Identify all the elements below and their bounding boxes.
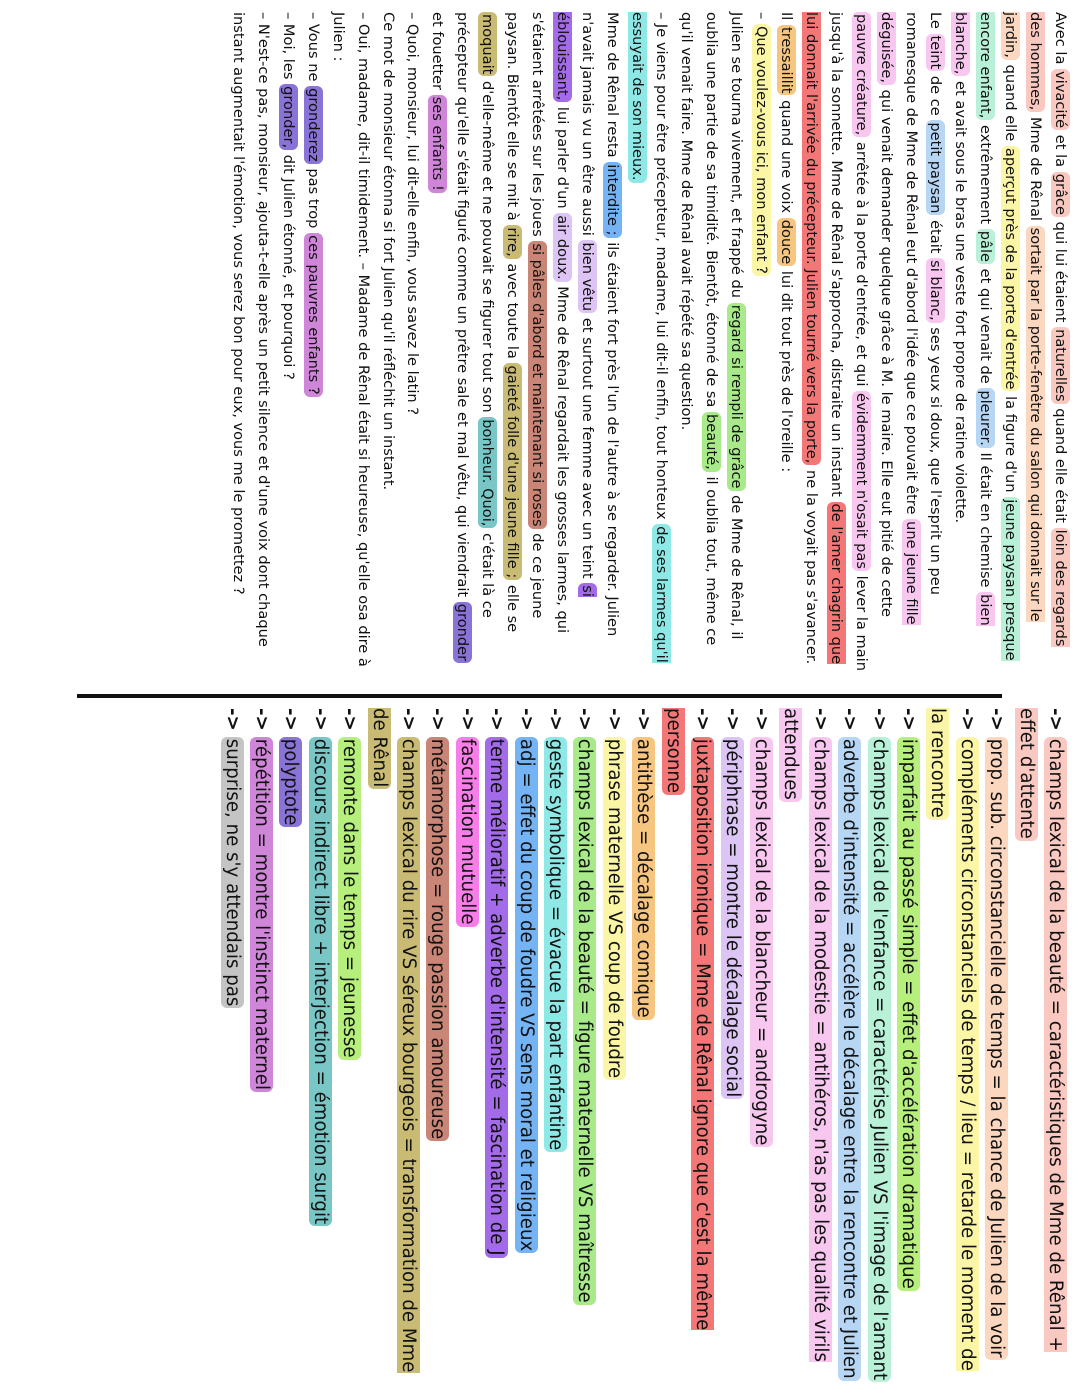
passage-text: qui venait demander quelque grâce à M. le maire. Elle eut pitié de cette (877, 85, 895, 617)
note-text: fascination mutuelle (456, 738, 478, 925)
note-text: champs lexical de la blancheur = androgyne (750, 738, 772, 1146)
passage-text: avec toute la (504, 258, 522, 364)
passage-paragraph (325, 12, 375, 672)
arrow-icon: -> (251, 708, 273, 731)
highlighted-phrase: bien vêtu (578, 242, 596, 312)
note-item (305, 708, 334, 1383)
passage-paragraph (424, 12, 623, 672)
note-item (747, 708, 776, 1383)
passage-text: – Vous ne (304, 12, 322, 87)
passage-text: lever la main jusqu'à la sonnette. Mme de Rênal s'approcha, distraite un instant (827, 12, 870, 671)
highlighted-phrase: vivacité (1052, 71, 1069, 129)
highlighted-phrase: pleurer. (977, 390, 995, 446)
highlighted-phrase: douce (778, 219, 796, 265)
passage-text: la figure d'un (1002, 391, 1020, 498)
note-text: prop. sub. circonstancielle de temps = la chance de Julien de la voir (986, 738, 1008, 1358)
passage-text: Mme de Rênal resta (603, 12, 621, 163)
arrow-icon: -> (603, 708, 625, 731)
arrow-icon: -> (486, 708, 508, 731)
highlighted-phrase: évidemment n'osait pas (852, 393, 870, 569)
passage-paragraph (748, 12, 773, 672)
arrow-icon: -> (721, 708, 743, 731)
passage-text: – (753, 12, 771, 24)
passage-text: de Mme de Rênal, il oublia une partie de sa timidité. Bientôt, étonné de sa (703, 12, 746, 640)
passage-text: et qui venait de (977, 264, 995, 389)
highlighted-phrase: gronder, (279, 86, 297, 149)
passage-text: et surtout une femme avec un teint (578, 313, 596, 584)
arrow-icon: -> (986, 708, 1008, 731)
passage-text: dit Julien étonné, et pourquoi ? (279, 150, 297, 380)
passage-paragraph (674, 12, 749, 672)
passage-text: – N'est-ce pas, monsieur, ajouta-t-elle après un petit silence et d'une voix dont chaque instant augmentait l'émotion, vous serez bon pour eux, vous me le promettez ? (230, 12, 272, 647)
passage-text: et la (1052, 130, 1069, 172)
highlighted-phrase: si blanc, (927, 260, 945, 321)
highlighted-phrase: gaieté folle d'une jeune fille ; (504, 365, 522, 579)
highlighted-phrase: ses enfants ! (429, 96, 447, 191)
passage-text: lui parler d'un (553, 102, 571, 214)
highlighted-phrase: grâce (1052, 173, 1069, 215)
highlighted-phrase: naturelles (1052, 329, 1069, 402)
note-item (600, 708, 629, 1383)
passage-paragraph (375, 12, 400, 672)
note-item (864, 708, 893, 1383)
passage-text: ils étaient fort près l'un de l'autre à se regarder. Julien n'avait jamais vu un être aussi (578, 12, 621, 637)
note-text: polyptote (280, 738, 302, 826)
passage-text: et fouetter (429, 12, 447, 95)
highlighted-phrase: une jeune fille déguisée, (877, 12, 920, 625)
passage-paragraph (947, 12, 1072, 672)
note-text: remonte dans le temps = jeunesse (339, 738, 361, 1058)
note-text: antithèse = décalage comique (633, 738, 655, 1018)
arrow-icon: -> (868, 708, 890, 731)
note-text: champs lexical de l'enfance = caractérise Julien VS l'image de l'amant (868, 738, 890, 1381)
note-item (923, 708, 982, 1383)
highlighted-phrase: pâle (977, 230, 995, 263)
passage-text: de ce jeune paysan. Bientôt elle se mit à (504, 12, 546, 619)
highlighted-phrase: si pâles d'abord et maintenant si roses (528, 243, 546, 527)
highlighted-phrase: tressaillit (778, 27, 796, 94)
highlighted-phrase: pauvre créature, (852, 14, 870, 136)
highlighted-phrase: regard si rempli de grâce (728, 304, 746, 489)
note-text: imparfait au passé simple = effet d'accélération dramatique (897, 738, 919, 1289)
note-item (511, 708, 540, 1383)
note-item (1011, 708, 1070, 1383)
highlighted-phrase: petit paysan (927, 122, 945, 214)
note-item (364, 708, 423, 1383)
passage-text: Ce mot de monsieur étonna si fort Julien qu'il réfléchit un instant. (379, 12, 397, 491)
arrow-icon: -> (956, 708, 978, 731)
arrow-icon: -> (1045, 708, 1066, 731)
passage-text: était (927, 215, 945, 259)
arrow-icon: -> (809, 708, 831, 731)
note-item (570, 708, 599, 1383)
passage-text: quand une voix (778, 95, 796, 218)
passage-text: arrêtée à la porte d'entrée, et qui (852, 137, 870, 392)
note-text: périphrase = montre le décalage social (721, 738, 743, 1098)
note-item (717, 708, 746, 1383)
passage-text: Julien se tourna vivement, et frappé du (728, 12, 746, 303)
passage-text: Mme de Rênal (1027, 112, 1045, 226)
passage-text: extrêmement (977, 120, 995, 229)
highlighted-phrase: beauté, (703, 414, 721, 470)
highlighted-phrase: moquait (479, 14, 497, 75)
note-text: discours indirect libre + interjection = émotion surgit (309, 738, 331, 1225)
arrow-icon: -> (750, 708, 772, 731)
note-item (894, 708, 923, 1383)
highlighted-phrase: aperçut près de la porte d'entrée (1002, 147, 1020, 390)
note-text: geste symbolique = évacue la part enfantine (545, 738, 567, 1151)
passage-text: – Moi, les (279, 12, 297, 85)
note-text: surprise, ne s'y attendais pas (221, 738, 243, 1007)
arrow-icon: -> (221, 708, 243, 731)
note-item (658, 708, 717, 1383)
note-item (247, 708, 276, 1383)
arrow-icon: -> (545, 708, 567, 731)
highlighted-phrase: air doux. (553, 215, 571, 280)
note-text: compléments circonstanciels de temps / lieu = retarde le moment de la rencontre (927, 708, 978, 1371)
passage-text: ne la voyait pas s'avancer. Il (778, 12, 820, 665)
passage-text: qui lui étaient (1052, 216, 1069, 328)
passage-text: Mme de Rênal regardait les grosses larmes, qui s'étaient arrêtées sur les joues (528, 12, 571, 634)
passage-text: d'elle-même et ne pouvait se figurer tout son (479, 76, 497, 418)
arrow-icon: -> (398, 708, 420, 731)
arrow-icon: -> (339, 708, 361, 731)
highlighted-phrase: bonheur. Quoi, (479, 419, 497, 527)
highlighted-phrase: ces pauvres enfants ? (304, 235, 322, 395)
passage-text: il oublia tout, même ce qu'il venait faire. Mme de Rênal avait répété sa question. (678, 12, 721, 646)
highlighted-phrase: gronderez (304, 88, 322, 162)
passage-text: ses yeux si doux, que l'esprit un peu romanesque de Mme de Rênal eut d'abord l'idée que ce pouvait être (902, 12, 945, 595)
highlighted-phrase: interdite ; (603, 164, 621, 236)
note-item (482, 708, 511, 1383)
note-item (982, 708, 1011, 1383)
passage-paragraph (300, 12, 325, 672)
novel-excerpt (225, 12, 1072, 672)
note-item (452, 708, 481, 1383)
highlighted-phrase: teint (927, 35, 945, 70)
passage-text: quand elle était (1052, 403, 1069, 528)
passage-text: – Oui, madame, dit-il timidement. – Madame de Rênal était si heureuse, qu'elle osa dire à Julien : (329, 12, 372, 667)
arrow-icon: -> (456, 708, 478, 731)
arrow-icon: -> (574, 708, 596, 731)
note-text: terme mélioratif + adverbe d'intensité = fascination de J (486, 738, 508, 1256)
note-item (835, 708, 864, 1383)
note-text: adverbe d'intensité = accélère le décalage entre la rencontre et Julien (839, 738, 861, 1379)
note-text: champs lexical de la beauté = figure maternelle VS maîtresse (574, 738, 596, 1303)
note-item (217, 708, 246, 1383)
highlighted-phrase: de l'amer chagrin que lui donnait l'arrivée du précepteur. Julien tourné vers la porte, (802, 12, 845, 665)
highlighted-phrase: Que voulez-vous ici, mon enfant ? (753, 25, 771, 274)
highlighted-phrase: sortait par la porte-fenêtre du salon qui donnait sur le jardin, (1002, 12, 1045, 622)
arrow-icon: -> (280, 708, 302, 731)
passage-text: pas trop (304, 163, 322, 234)
arrow-icon: -> (633, 708, 655, 731)
arrow-icon: -> (427, 708, 449, 731)
passage-text: – Je viens pour être précepteur, madame, lui dit-il enfin, tout honteux (653, 12, 671, 525)
note-item (541, 708, 570, 1383)
passage-text: de ce (927, 71, 945, 121)
passage-text: Le (927, 12, 945, 34)
passage-paragraph (275, 12, 300, 672)
highlighted-phrase: si éblouissant, (553, 12, 596, 597)
column-divider (77, 694, 1002, 698)
note-item (629, 708, 658, 1383)
note-text: champs lexical de la beauté = caractéristiques de Mme de Rênal + effet d'attente (1015, 708, 1066, 1352)
passage-text: et avait sous le bras une veste fort propre de ratine violette. (952, 76, 970, 524)
passage-text: lui dit tout près de l'oreille : (778, 266, 796, 473)
highlighted-phrase: loin des regards des hommes, (1027, 12, 1069, 647)
note-item (776, 708, 835, 1383)
note-item (276, 708, 305, 1383)
arrow-icon: -> (839, 708, 861, 731)
highlighted-phrase: de ses larmes qu'il essuyait de son mieux. (628, 12, 671, 663)
note-text: champs lexical du rire VS séreux bourgeois = transformation de Mme de Rênal (368, 708, 420, 1373)
passage-text: c'était là ce précepteur qu'elle s'était figuré comme un prêtre sale et mal vêtu, qui viendrait (454, 12, 497, 618)
arrow-icon: -> (309, 708, 331, 731)
passage-paragraph (773, 12, 947, 672)
highlighted-phrase: jeune paysan presque encore enfant, (977, 12, 1020, 661)
note-text: juxtaposition ironique = Mme de Rênal ignore que c'est la même personne (662, 708, 714, 1331)
note-text: phrase maternelle VS coup de foudre (603, 738, 625, 1079)
note-item (423, 708, 452, 1383)
highlighted-phrase: bien blanche, (952, 12, 995, 626)
passage-paragraph (225, 12, 275, 672)
passage-text: quand elle (1002, 59, 1020, 146)
passage-text: elle se (504, 580, 522, 633)
arrow-icon: -> (897, 708, 919, 731)
note-item (335, 708, 364, 1383)
note-text: adj = effet du coup de foudre VS sens moral et religieux (515, 738, 537, 1252)
passage-paragraph (624, 12, 674, 672)
highlighted-phrase: gronder (454, 603, 472, 662)
note-text: répétition = montre l'instinct maternel (251, 738, 273, 1091)
passage-text: Avec la (1052, 12, 1069, 70)
annotation-notes (217, 708, 1070, 1383)
arrow-icon: -> (692, 708, 714, 731)
passage-text: Il était en chemise (977, 447, 995, 593)
note-text: champs lexical de la modestie = antihéros, n'as pas les qualité virils attendues (780, 708, 831, 1362)
note-text: métamorphose = rouge passion amoureuse (427, 738, 449, 1140)
passage-paragraph (400, 12, 425, 672)
passage-text: – Quoi, monsieur, lui dit-elle enfin, vous savez le latin ? (404, 12, 422, 416)
arrow-icon: -> (515, 708, 537, 731)
highlighted-phrase: rire, (504, 227, 522, 257)
